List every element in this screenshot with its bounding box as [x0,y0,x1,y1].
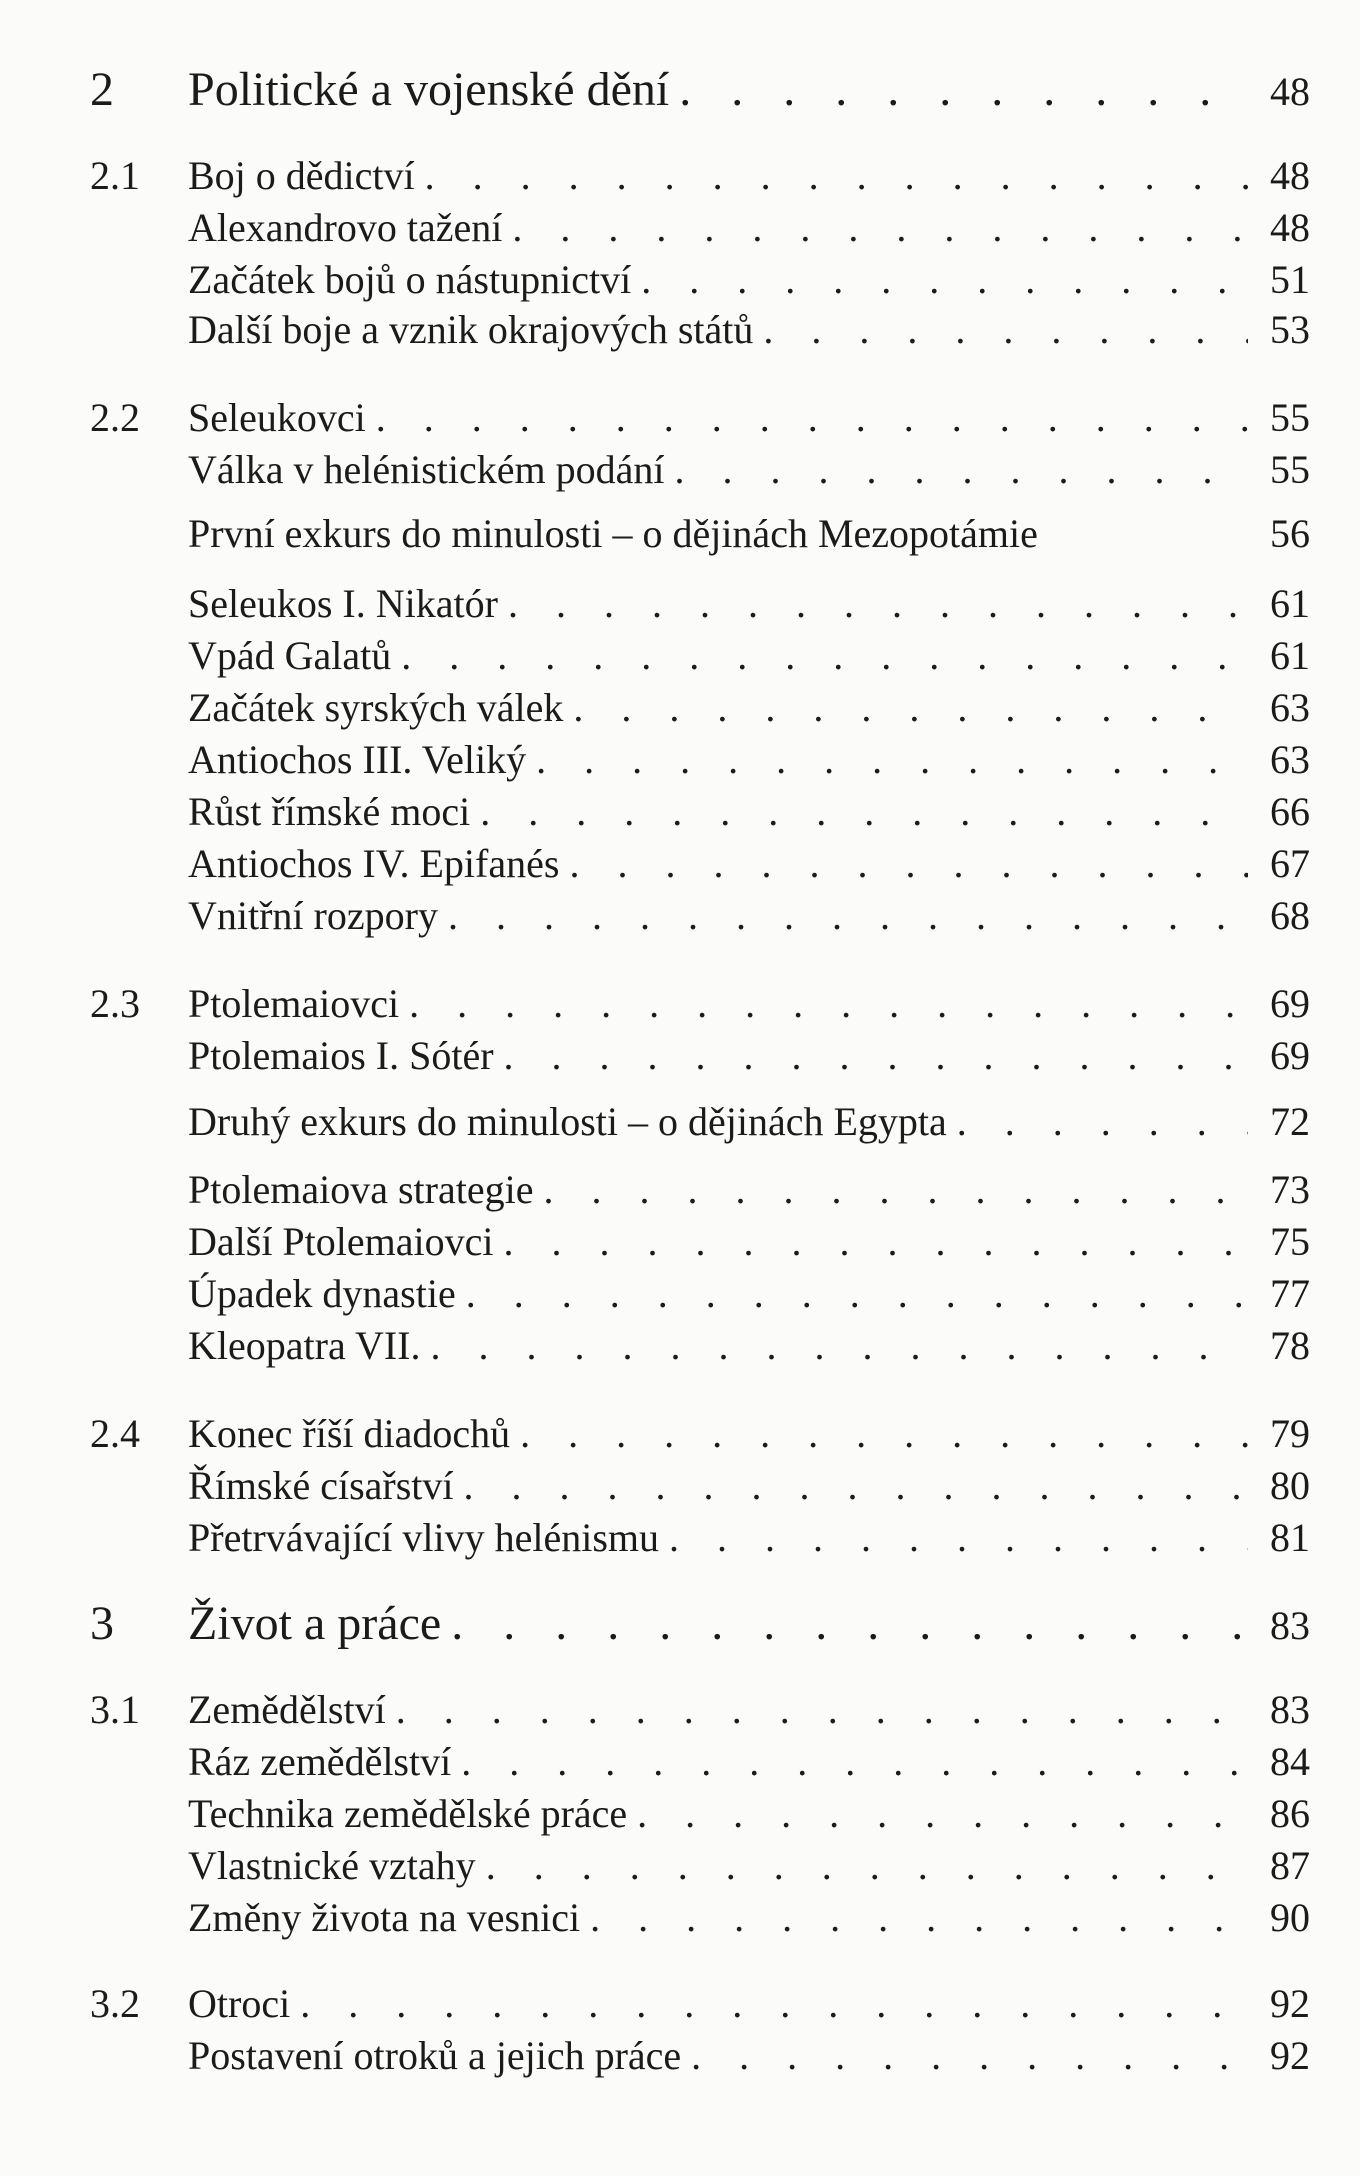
toc-number: 2.3 [90,981,140,1026]
dot-leader [763,306,1248,354]
toc-page-number: 72 [1270,1099,1310,1144]
toc-entry [90,632,1310,680]
toc-page-number: 63 [1270,685,1310,730]
toc-title: Technika zemědělské práce [188,1791,628,1836]
toc-title: Seleukos I. Nikatór [188,581,498,626]
toc-title: Antiochos IV. Epifanés [188,841,560,886]
dot-leader [669,1514,1248,1562]
toc-page-number: 77 [1270,1271,1310,1316]
toc-page-number: 81 [1270,1515,1310,1560]
toc-entry [90,1098,1310,1146]
dot-leader [512,204,1248,252]
dot-leader [504,1032,1248,1080]
toc-page-number: 75 [1270,1219,1310,1264]
toc-title: Válka v helénistickém podání [188,447,665,492]
toc-page-number: 78 [1270,1323,1310,1368]
toc-page-number: 51 [1270,257,1310,302]
toc-page-number: 56 [1270,511,1310,556]
toc-number: 2.4 [90,1411,140,1456]
toc-title: Druhý exkurs do minulosti – o dějinách Egypta [188,1099,947,1144]
toc-chapter [90,1597,1310,1650]
dot-leader [573,684,1248,732]
toc-entry [90,2032,1310,2080]
toc-title: Přetrvávající vlivy helénismu [188,1515,659,1560]
toc-title: Antiochos III. Veliký [188,737,527,782]
toc-number: 3 [90,1597,114,1650]
toc-title: Ptolemaiovci [188,981,400,1026]
toc-entry [90,446,1310,494]
dot-leader [679,66,1248,114]
toc-entry [90,892,1310,940]
toc-number: 2.1 [90,153,140,198]
dot-leader [508,580,1248,628]
toc-title: Úpadek dynastie [188,1271,456,1316]
toc-title: Vlastnické vztahy [188,1843,476,1888]
toc-page-number: 87 [1270,1843,1310,1888]
toc-entry [90,204,1310,252]
toc-page-number: 53 [1270,307,1310,352]
dot-leader [543,1166,1248,1214]
toc-entry [90,1166,1310,1214]
dot-leader [466,1270,1248,1318]
toc-page-number: 67 [1270,841,1310,886]
toc-page-number: 80 [1270,1463,1310,1508]
toc-number: 3.2 [90,1981,140,2026]
dot-leader [396,1686,1248,1734]
toc-page-number: 69 [1270,981,1310,1026]
toc-title: Ptolemaiova strategie [188,1167,534,1212]
toc-entry [90,1790,1310,1838]
toc-page-number: 69 [1270,1033,1310,1078]
dot-leader [590,1894,1248,1942]
toc-title: Alexandrovo tažení [188,205,503,250]
dot-leader [504,1218,1248,1266]
toc-chapter [90,63,1310,116]
toc-entry [90,1842,1310,1890]
toc-entry [90,840,1310,888]
dot-leader [637,1790,1248,1838]
toc-number: 2 [90,63,114,116]
toc-page-number: 92 [1270,1981,1310,2026]
toc-entry [90,1270,1310,1318]
toc-title: Postavení otroků a jejich práce [188,2033,682,2078]
toc-page-number: 92 [1270,2033,1310,2078]
toc-entry [90,684,1310,732]
dot-leader [957,1098,1248,1146]
toc-entry [90,736,1310,784]
toc-page-number: 61 [1270,581,1310,626]
toc-page-number: 83 [1270,1687,1310,1732]
dot-leader [401,632,1248,680]
toc-page-number: 63 [1270,737,1310,782]
toc-title: Vpád Galatů [188,633,392,678]
toc-entry [90,1218,1310,1266]
dot-leader [486,1842,1248,1890]
toc-section [90,152,1310,200]
toc-section [90,1686,1310,1734]
dot-leader [409,980,1248,1028]
toc-title: Začátek syrských válek [188,685,564,730]
toc-title: Život a práce [188,1597,442,1650]
toc-title: Kleopatra VII. [188,1323,421,1368]
toc-title: Konec říší diadochů [188,1411,511,1456]
dot-leader [464,1462,1248,1510]
toc-title: Římské císařství [188,1463,454,1508]
toc-title: Změny života na vesnici [188,1895,581,1940]
dot-leader [480,788,1248,836]
dot-leader [431,1322,1249,1370]
toc-page-number: 73 [1270,1167,1310,1212]
toc-page-number: 84 [1270,1739,1310,1784]
toc-page-number: 61 [1270,633,1310,678]
toc-title: Seleukovci [188,395,366,440]
toc-section [90,980,1310,1028]
toc-entry [90,1514,1310,1562]
toc-title: Otroci [188,1981,291,2026]
toc-title: Zemědělství [188,1687,386,1732]
dot-leader [461,1738,1248,1786]
toc-entry [90,1032,1310,1080]
toc-section [90,394,1310,442]
dot-leader [520,1410,1248,1458]
dot-leader [536,736,1248,784]
toc-page-number: 66 [1270,789,1310,834]
dot-leader [376,394,1248,442]
dot-leader [691,2032,1248,2080]
toc-page-number: 79 [1270,1411,1310,1456]
toc-entry [90,306,1310,354]
toc-entry [90,1894,1310,1942]
toc-entry [90,1462,1310,1510]
toc-entry [90,256,1310,304]
toc-title: Ptolemaios I. Sótér [188,1033,494,1078]
toc-entry [90,1738,1310,1786]
toc-page-number: 90 [1270,1895,1310,1940]
dot-leader [641,256,1248,304]
toc-title: Vnitřní rozpory [188,893,438,938]
toc-page-number: 86 [1270,1791,1310,1836]
toc-title: Začátek bojů o nástupnictví [188,257,632,302]
toc-title: Politické a vojenské dění [188,63,670,116]
toc-number: 3.1 [90,1687,140,1732]
toc-title: První exkurs do minulosti – o dějinách Mezopotámie [188,511,1038,556]
toc-title: Růst římské moci [188,789,471,834]
toc-section [90,1410,1310,1458]
toc-entry [90,580,1310,628]
toc-page-number: 48 [1270,69,1310,114]
toc-section [90,1980,1310,2028]
dot-leader [425,152,1248,200]
toc-title: Boj o dědictví [188,153,415,198]
toc-title: Další Ptolemaiovci [188,1219,494,1264]
toc-title: Další boje a vznik okrajových států [188,307,754,352]
toc-entry [90,788,1310,836]
toc-page-number: 48 [1270,205,1310,250]
toc-page-number: 48 [1270,153,1310,198]
dot-leader [675,446,1248,494]
toc-entry [90,1322,1310,1370]
toc-page-number: 83 [1270,1603,1310,1648]
toc-number: 2.2 [90,395,140,440]
dot-leader [448,892,1248,940]
dot-leader [451,1600,1248,1648]
toc-page-number: 68 [1270,893,1310,938]
toc-title: Ráz zemědělství [188,1739,452,1784]
toc-entry [90,510,1310,558]
toc-page-number: 55 [1270,395,1310,440]
dot-leader [300,1980,1248,2028]
dot-leader [569,840,1248,888]
toc-page-number: 55 [1270,447,1310,492]
